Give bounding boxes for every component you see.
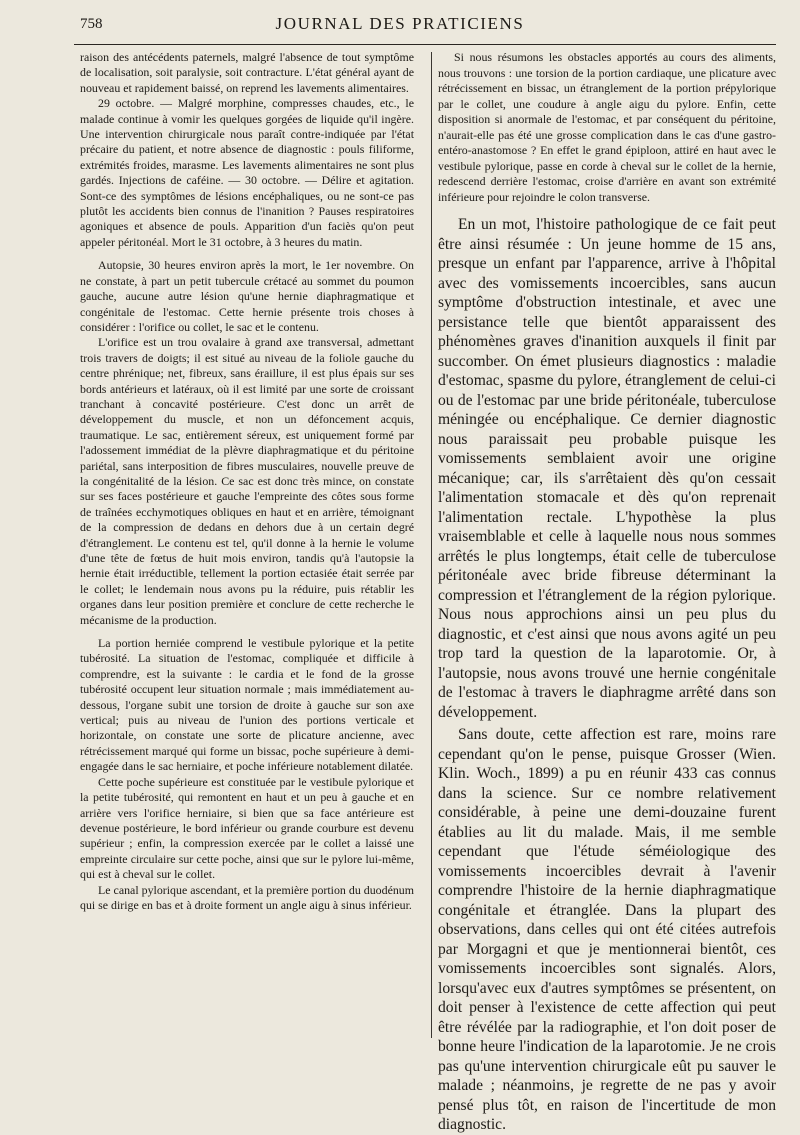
small-print-block — [438, 50, 776, 205]
paragraph-poche-superieure: Cette poche supérieure est constituée par le vestibule pylorique et la petite tubérosité, qui remontent en haut et un peu à gauche et en arrière vers l'orifice herniaire, si bien que sa face antérieure est devenue postérieure, le bord inférieur ou grande courbure est devenu supérieur ; enfin, la compression exercée par le collet a laissé une empreinte circulaire sur cette poche, ainsi que sur le pylore lui-même, qui est à cheval sur le collet. — [80, 774, 414, 882]
paragraph-antecedents: raison des antécédents paternels, malgré l'absence de tout symptôme de localisation, soit paralysie, soit contracture. L'état général ayant de nouveau et rapidement baissé, on reprend les lavements alimentaires. — [80, 50, 414, 95]
left-column — [80, 50, 414, 913]
right-column — [438, 50, 776, 1135]
paragraph-obstacles: Si nous résumons les obstacles apportés au cours des aliments, nous trouvons : une torsion de la portion cardiaque, une plicature avec rétrécissement en bissac, un étranglement de la portion prépylorique par le collet, une coudure à angle aigu du pylore. Enfin, cette disposition si anormale de l'estomac, et par conséquent du péritoine, n'aurait-elle pas été une grosse complication dans le cas d'une gastro-entéro-anastomose ? En effet le grand épiploon, attiré en haut avec le vestibule pylorique, passe en corde à cheval sur le collet de la hernie, redescend derrière l'estomac, croise d'arrière en avant son extrémité inférieure pour rejoindre le colon transverse. — [438, 50, 776, 204]
page-number: 758 — [80, 16, 103, 32]
column-divider — [431, 52, 432, 1038]
paragraph-autopsie: Autopsie, 30 heures environ après la mort, le 1er novembre. On ne constate, à part un petit tubercule crétacé au sommet du poumon gauche, aucune autre lésion qu'une hernie diaphragmatique et congénitale de l'estomac. Cette hernie présente trois choses à considérer : l'orifice ou collet, le sac et le contenu. — [80, 258, 414, 334]
paragraph-canal-pylorique: Le canal pylorique ascendant, et la première portion du duodénum qui se dirige en bas et à droite forment un angle aigu à sinus inférieur. — [80, 882, 414, 912]
paragraph-portion-herniee: La portion herniée comprend le vestibule pylorique et la petite tubérosité. La situation de l'estomac, compliquée et difficile à comprendre, est la suivante : le cardia et le fond de la grosse tubérosité occupent leur situation normale ; mais immédiatement au-dessous, l'organe subit une torsion de droite à gauche sur son axe vertical; puis au niveau de l'union des portions verticale et horizontale, on constate une sorte de plicature ancienne, avec rétrécissement marqué qui forme un bissac, poche supérieure à demi-engagée dans le sac herniaire, et poche inférieure notablement dilatée. — [80, 636, 414, 774]
header-rule — [74, 44, 776, 45]
paragraph-histoire-pathologique: En un mot, l'histoire pathologique de ce fait peut être ainsi résumée : Un jeune homme de 15 ans, presque un enfant par l'apparence, arrive à l'hôpital avec des vomissements incoercibles, sans aucun symptôme d'obstruction intestinale, et avec une persistance telle que bientôt apparaissent des phénomènes graves d'inanition auxquels il finit par succomber. On émet plusieurs diagnostics : maladie d'estomac, spasme du pylore, étranglement de celui-ci ou de l'estomac par une bride péritonéale, tuberculose méningée ou encéphalique. Ce dernier diagnostic nous paraissait peu probable puisque les vomissements semblaient avoir une origine mécanique; car, ils s'arrêtaient dès qu'on cessait l'alimentation stomacale et dès qu'on reprenait l'alimentation rectale. L'hypothèse la plus vraisemblable et celle à laquelle nous nous sommes arrêtés le plus longtemps, était celle de tuberculose péritonéale avec bride fibreuse déterminant la compression et l'étranglement de la région pylorique. Nous nous approchions ainsi un peu plus du diagnostic, et c'est ainsi que nous avons agité un peu trop tard la question de la laparotomie. Or, à l'autopsie, nous avons trouvé une hernie congénitale de l'estomac à travers le diaphragme arrêté dans son développement. — [438, 216, 776, 721]
large-print-block — [438, 215, 776, 1135]
paragraph-sans-doute: Sans doute, cette affection est rare, moins rare cependant qu'on le pense, puisque Grosser (Wien. Klin. Woch., 1899) a pu en réunir 433 cas connus dans la science. Sur ce nombre relativement considérable, à peine une demi-douzaine furent établies au lit du malade. Mais, il me semble cependant que l'étude séméiologique des vomissements incoercibles devrait à l'avenir comprendre l'histoire de la hernie diaphragmatique congénitale et étranglée. Dans la plupart des observations, dans celles qui ont été citées autrefois par Morgagni et que je mentionnerai bientôt, ces vomissements incoercibles sont signalés. Alors, lorsqu'avec eux d'autres symptômes se présentent, on doit penser à l'existence de cette affection qui peut être révélée par la radiographie, et l'on doit poser de bonne heure l'indication de la laparotomie. Je ne crois pas qu'une intervention chirurgicale eût pu sauver le malade ; néanmoins, je regrette de ne pas y avoir pensé plus tôt, en raison de l'incertitude de mon diagnostic. — [438, 726, 776, 1133]
paragraph-orifice: L'orifice est un trou ovalaire à grand axe transversal, admettant trois travers de doigts; il est situé au niveau de la foliole gauche du centre phrénique; net, fibreux, sans éraillure, il est plus épais sur ses bords antérieurs et latéraux, où il est limité par une sorte de croissant tranchant à concavité postérieure. C'est donc un arrêt de développement du muscle, et non un défoncement acquis, traumatique. Le sac, entièrement séreux, est uniquement formé par l'adossement immédiat de la plèvre diaphragmatique et du péritoine pariétal, sans interposition de fibres musculaires, nouvelle preuve de la congénitalité de la lésion. Ce sac est donc très mince, on constate sur ses faces postérieure et gauche l'empreinte des côtes sous forme de traînées ecchymotiques obliques en haut et en arrière, témoignant de la compression de dedans en dehors due à un certain degré d'étranglement. Le contenu est tel, qu'il donne à la hernie le volume d'une tête de fœtus de huit mois environ, tandis qu'à l'autopsie la hernie était irréductible, tellement la portion ectasiée était serrée par le collet; le lendemain nous avons pu la réduire, puis rétablir les organes dans leur position première et conclure de cette recherche le mécanisme de la production. — [80, 335, 414, 627]
journal-title: JOURNAL DES PRATICIENS — [275, 14, 525, 33]
paragraph-29-octobre: 29 octobre. — Malgré morphine, compresses chaudes, etc., le malade continue à vomir les quelques gorgées de liquide qu'il ingère. Une intervention chirurgicale nous paraît contre-indiquée par l'état précaire du patient, et notre absence de diagnostic : pouls filiforme, extrémités froides, marasme. Les lavements alimentaires ne sont plus gardés. Injections de caféine. — 30 octobre. — Délire et agitation. Sont-ce des symptômes de lésions encéphaliques, ou ne sont-ce pas plutôt les accidents bien connus de l'inanition ? Pauses respiratoires agoniques et absence de pouls. Apparition d'un faciès qu'on peut appeler péritonéal. Mort le 31 octobre, à 3 heures du matin. — [80, 96, 414, 249]
